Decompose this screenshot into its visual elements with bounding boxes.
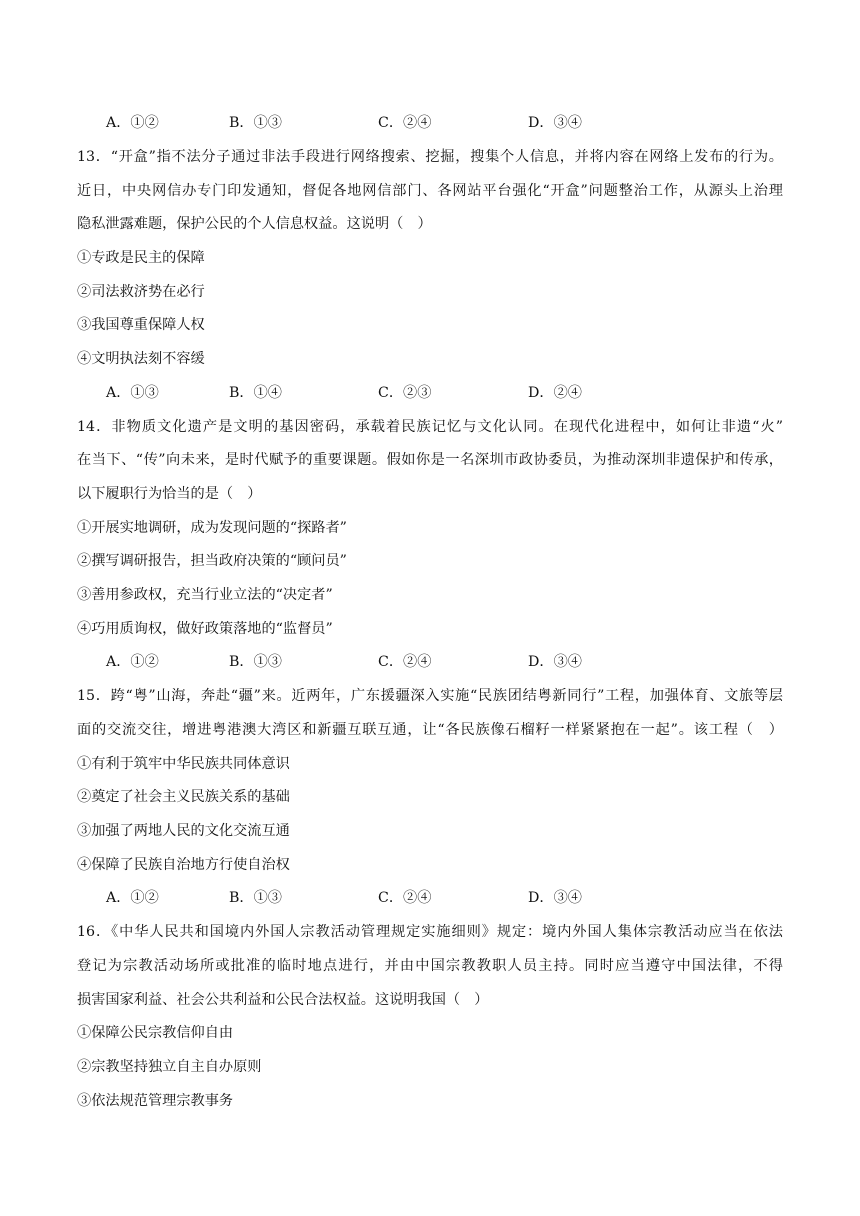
q16-stem-line-1: 16．《中华人民共和国境内外国人宗教活动管理规定实施细则》规定：境内外国人集体宗教活动应当在依法 [77,924,783,940]
q13-statement-1: ①专政是民主的保障 [77,250,205,266]
q13-option-b[interactable]: B．①④ [229,385,282,401]
q15-statement-4: ④保障了民族自治地方行使自治权 [77,857,290,873]
q16-stem-line-3: 损害国家利益、社会公共利益和公民合法权益。这说明我国（ ） [77,992,489,1008]
q13-options [0,383,860,403]
q16-statement-1: ①保障公民宗教信仰自由 [77,1025,234,1041]
q12-option-a[interactable]: A．①② [106,115,159,131]
q13-statement-3: ③我国尊重保障人权 [77,317,205,333]
q14-options [0,652,860,672]
q13-stem-line-3: 隐私泄露难题，保护公民的个人信息权益。这说明（ ） [77,216,432,232]
q14-stem-line-3: 以下履职行为恰当的是（ ） [77,486,262,502]
q14-statement-1: ①开展实地调研，成为发现问题的“探路者” [77,520,347,536]
q14-option-c[interactable]: C．②④ [378,654,432,670]
q12-option-d[interactable]: D．③④ [528,115,582,131]
q13-option-d[interactable]: D．②④ [528,385,582,401]
q15-stem-line-1: 15．跨“粤”山海，奔赴“疆”来。近两年，广东援疆深入实施“民族团结粤新同行”工程，加强体育、文旅等层 [77,688,783,704]
q15-statement-2: ②奠定了社会主义民族关系的基础 [77,789,290,805]
q14-statement-2: ②撰写调研报告，担当政府决策的“顾问员” [77,553,347,569]
q14-option-b[interactable]: B．①③ [229,654,282,670]
q14-option-a[interactable]: A．①② [106,654,159,670]
q15-option-b[interactable]: B．①③ [229,890,282,906]
q15-statement-3: ③加强了两地人民的文化交流互通 [77,823,290,839]
q13-statement-4: ④文明执法刻不容缓 [77,351,205,367]
q15-option-a[interactable]: A．①② [106,890,159,906]
q14-stem-line-2: 在当下、“传”向未来，是时代赋予的重要课题。假如你是一名深圳市政协委员，为推动深圳非遗保护和传承， [77,452,783,468]
q12-option-b[interactable]: B．①③ [229,115,282,131]
q14-stem-line-1: 14．非物质文化遗产是文明的基因密码，承载着民族记忆与文化认同。在现代化进程中，如何让非遗“火” [77,419,783,435]
q13-statement-2: ②司法救济势在必行 [77,284,205,300]
q16-statement-3: ③依法规范管理宗教事务 [77,1093,234,1109]
q12-option-c[interactable]: C．②④ [378,115,432,131]
q16-stem-line-2: 登记为宗教活动场所或批准的临时地点进行，并由中国宗教教职人员主持。同时应当遵守中国法律，不得 [77,958,783,974]
q15-stem-line-2: 面的交流交往，增进粤港澳大湾区和新疆互联互通，让“各民族像石榴籽一样紧紧抱在一起”。该工程（ ） [77,722,783,738]
q15-option-c[interactable]: C．②④ [378,890,432,906]
q15-options [0,888,860,908]
q14-option-d[interactable]: D．③④ [528,654,582,670]
q14-statement-4: ④巧用质询权，做好政策落地的“监督员” [77,621,333,637]
q13-option-a[interactable]: A．①③ [106,385,159,401]
q13-option-c[interactable]: C．②③ [378,385,432,401]
q16-statement-2: ②宗教坚持独立自主自办原则 [77,1059,262,1075]
q15-statement-1: ①有利于筑牢中华民族共同体意识 [77,756,290,772]
q15-option-d[interactable]: D．③④ [528,890,582,906]
q14-statement-3: ③善用参政权，充当行业立法的“决定者” [77,587,333,603]
q13-stem-line-1: 13．“开盒”指不法分子通过非法手段进行网络搜索、挖掘，搜集个人信息，并将内容在网络上发布的行为。 [77,149,783,165]
q12-options [0,113,860,133]
q13-stem-line-2: 近日，中央网信办专门印发通知，督促各地网信部门、各网站平台强化“开盒”问题整治工作，从源头上治理 [77,183,783,199]
